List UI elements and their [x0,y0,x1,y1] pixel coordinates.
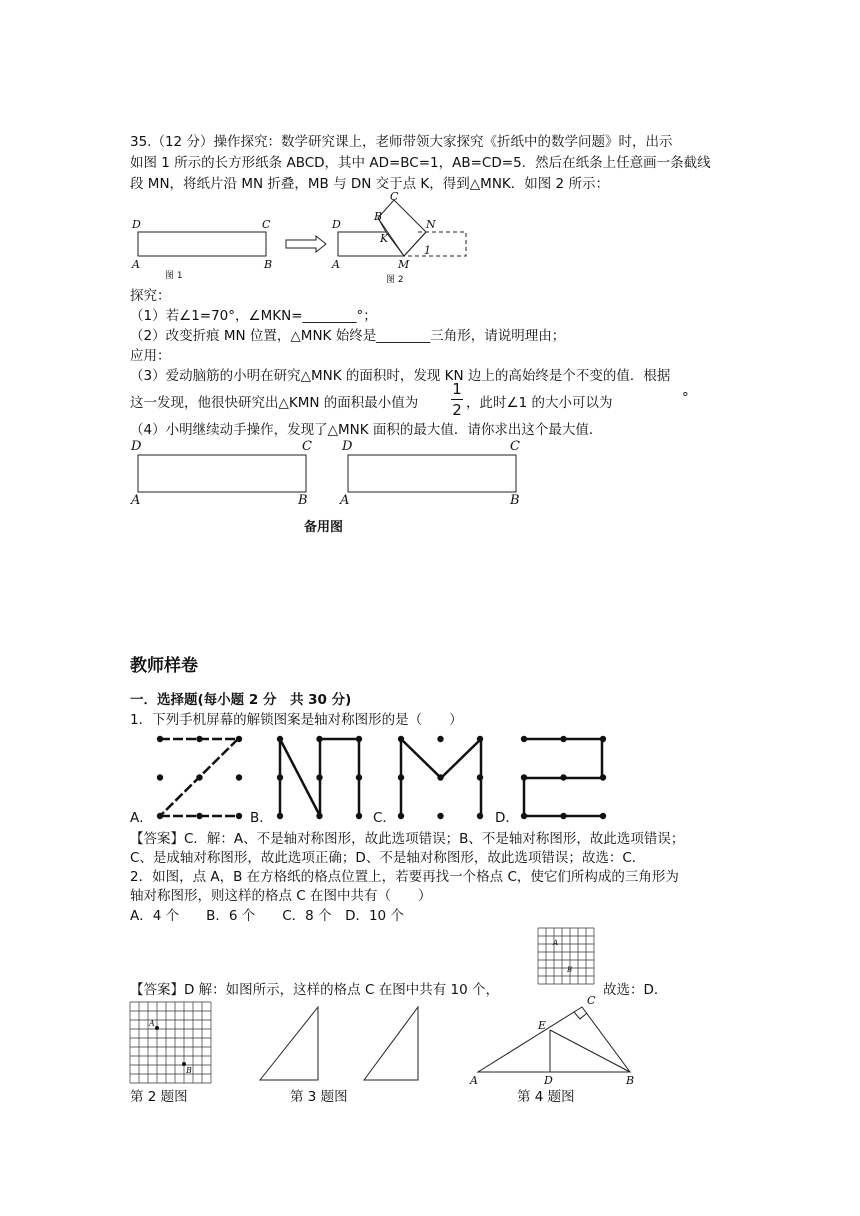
answer-grid-label-b: B [567,966,573,974]
fig2-crease-mn [404,232,426,256]
spare-caption: 备用图 [304,520,344,535]
spare2-label-b: B [510,493,520,508]
fig1-label-c: C [262,218,271,231]
answer-grid-label-a: A [553,939,559,947]
q2-text-2: 轴对称图形，则这样的格点 C 在图中共有（ ） [130,888,432,904]
q1-option-a: A． [130,810,153,826]
fig1-caption: 图 1 [165,271,183,281]
fig2-label-c: C [390,190,399,203]
spare2-label-a: A [340,493,350,508]
q35-line1: 35.（12 分）操作探究：数学研究课上，老师带领大家探究《折纸中的数学问题》时，出示 [130,134,673,150]
spare-rect-2 [348,455,516,492]
spare-rect-1 [138,455,306,492]
spare1-label-c: C [302,439,312,454]
q4-label-a: A [470,1074,478,1087]
spare2-label-d: D [342,439,353,454]
fig1-label-d: D [132,218,141,231]
grid-label-b: B [186,1066,192,1075]
q35-part1: （1）若∠1=70°，∠MKN=________°； [130,308,377,324]
caption-q3: 第 3 题图 [290,1089,348,1105]
q2-answer-pre: 【答案】D 解：如图所示，这样的格点 C 在图中共有 10 个， [130,982,499,998]
section-title: 教师样卷 [130,656,198,676]
fig2-label-b: B [374,210,383,223]
spare1-label-b: B [298,493,308,508]
spare1-label-d: D [131,439,142,454]
q4-label-c: C [587,994,596,1007]
q1-option-b: B． [250,810,273,826]
fig2-caption: 图 2 [386,275,404,285]
answer-grid [536,926,600,986]
q3-triangle-2 [364,1007,418,1080]
q35-part3b-degree: ° [682,390,689,406]
q4-label-d: D [544,1074,553,1087]
fig2-label-1: 1 [424,244,431,257]
section-heading: 一．选择题(每小题 2 分 共 30 分) [130,692,352,708]
fig2-label-a: A [332,258,340,271]
q1-option-d: D． [495,810,519,826]
fig1-label-b: B [264,258,273,271]
q2-options: A．4 个 B．6 个 C．8 个 D．10 个 [130,908,404,924]
fold-figures [128,190,478,290]
q2-text-1: 2．如图，点 A，B 在方格纸的格点位置上，若要再找一个格点 C，使它们所构成的三角形为 [130,869,679,885]
q35-line3: 段 MN，将纸片沿 MN 折叠，MB 与 DN 交于点 K，得到△MNK．如图 2 所示： [130,176,609,192]
q1-option-c: C． [373,810,396,826]
fraction-bar [451,399,463,400]
fig2-label-d: D [332,218,341,231]
q35-part3b-pre: 这一发现，他很快研究出△KMN 的面积最小值为 [130,395,419,411]
fig2-left-part [338,232,404,256]
fig1-label-a: A [132,258,140,271]
bottom-figures [130,992,650,1092]
arrow-icon [286,236,326,252]
q35-part4: （4）小明继续动手操作，发现了△MNK 面积的最大值．请你求出这个最大值． [130,422,603,438]
q35-part3b-post: ，此时∠1 的大小可以为 [466,395,613,411]
fig2-label-m: M [398,258,410,271]
q1-answer-2: C、是成轴对称图形，故此选项正确；D、不是轴对称图形，故此选项错误；故选：C． [130,850,646,866]
spare2-label-c: C [510,439,520,454]
fig1-rectangle [138,232,266,256]
q35-part2: （2）改变折痕 MN 位置，△MNK 始终是________三角形，请说明理由； [130,328,566,344]
apply-heading: 应用： [130,348,171,364]
grid-label-a: A [149,1019,155,1028]
q1-text: 1．下列手机屏幕的解锁图案是轴对称图形的是（ ） [130,712,463,728]
q1-answer-1: 【答案】C．解：A、不是轴对称图形，故此选项错误；B、不是轴对称图形，故此选项错误； [130,831,685,847]
fig2-dashed-part [404,232,466,256]
q3-triangle-1 [260,1007,318,1080]
q35-part3a: （3）爱动脑筋的小明在研究△MNK 的面积时，发现 KN 边上的高始终是个不变的值．根据 [130,368,671,384]
fig2-label-k: K [380,232,389,245]
fraction-denominator: 2 [452,401,462,419]
q4-label-b: B [626,1074,635,1087]
q35-line2: 如图 1 所示的长方形纸条 ABCD，其中 AD=BC=1，AB=CD=5．然后在纸条上任意画一条截线 [130,155,711,171]
q4-figure [478,1007,630,1072]
fraction-numerator: 1 [452,380,462,398]
explore-heading: 探究： [130,288,171,304]
caption-q2: 第 2 题图 [130,1089,188,1105]
fig2-label-n: N [426,218,436,231]
caption-q4: 第 4 题图 [517,1089,575,1105]
q4-label-e: E [538,1019,547,1032]
q2-answer-post: 故选：D． [603,982,668,998]
spare1-label-a: A [131,493,141,508]
